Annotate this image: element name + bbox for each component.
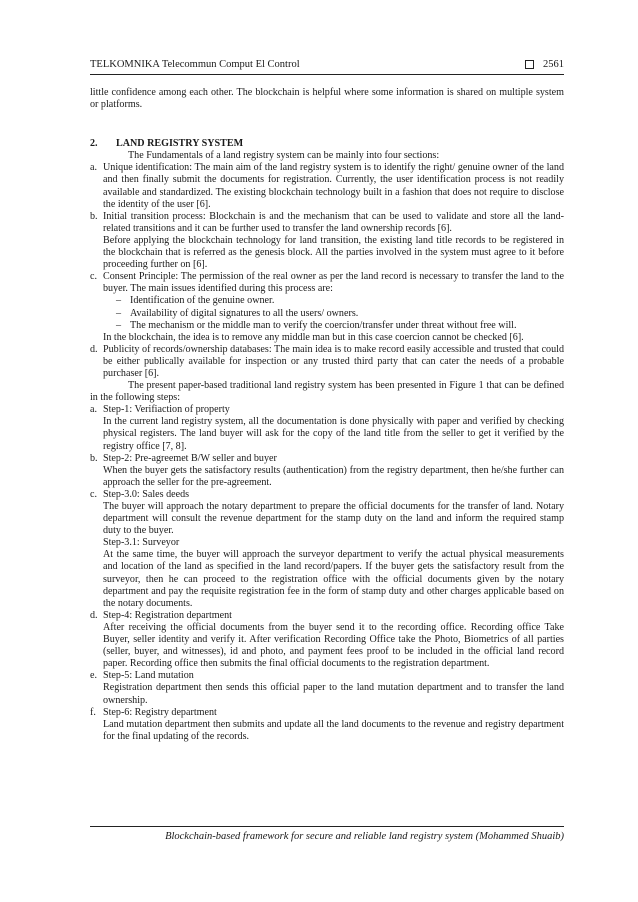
dash-bullet: – (116, 307, 122, 319)
step-text: After receiving the official documents from the buyer send it to the recording office. Recording office Take Buyer, seller identity and verify it. After verification Recording Office take the Photo, Biometrics of all parties (seller, buyer, and witnesses), id and photo, and payment fees proof to be included in the official land record paper. Recording office then submits the final official documents to the registration department. (103, 621, 564, 670)
issue-item (90, 320, 564, 332)
step-text: The buyer will approach the notary department to prepare the official documents for the transfer of land. Notary department will consult the revenue department for the stamp duty on the land and inform the required stamp duty to the buyer. (103, 501, 564, 537)
step-label: f. (90, 706, 96, 718)
step-item (90, 404, 564, 452)
step-subtitle: Step-3.1: Surveyor (103, 537, 180, 549)
step-text: When the buyer gets the satisfactory results (authentication) from the registry department, then he/she further can approach the seller for the pre-agreement. (103, 464, 564, 488)
issue-item (90, 308, 564, 320)
section-lead: The Fundamentals of a land registry system can be mainly into four sections: (128, 150, 440, 162)
list-text: Publicity of records/ownership databases: The main idea is to make record easily accessible and trusted that could be either publically available for inspection or any trusted third party that can cater the needs of a probable purchaser [6]. (103, 343, 564, 379)
running-footer: Blockchain-based framework for secure and reliable land registry system (Mohammed Shuaib) (90, 826, 564, 842)
step-title: Step-3.0: Sales deeds (103, 488, 190, 500)
steps-lead-paragraph: The present paper-based traditional land registry system has been presented in Figure 1 that can be defined in the following steps: (90, 380, 564, 404)
step-label: a. (90, 404, 98, 416)
step-title: Step-1: Verifiaction of property (103, 404, 230, 416)
step-item (90, 453, 564, 489)
intro-paragraph: little confidence among each other. The blockchain is helpful where some information is shared on multiple system or platforms. (90, 87, 564, 111)
page-body (90, 87, 564, 743)
dash-bullet: – (116, 295, 122, 307)
step-label: d. (90, 609, 98, 621)
section-number: 2. (90, 138, 98, 150)
list-label: c. (90, 271, 98, 283)
step-item (90, 489, 564, 610)
list-label: a. (90, 162, 98, 174)
issue-text: The mechanism or the middle man to verify the coercion/transfer under threat without free will. (130, 319, 517, 331)
step-subtext: At the same time, the buyer will approach the surveyor department to verify the actual physical measurements and location of the land as specified in the land record/papers. If the buyer gets the satisfactory result from the surveyor, then he can proceed to the registration office with the official documents given by the notary department and pay the requisite registration fee in the form of stamp duty and other charges applicable based on the notary documents. (103, 549, 564, 609)
step-title: Step-4: Registration department (103, 609, 232, 621)
step-item (90, 610, 564, 670)
list-label: d. (90, 343, 98, 355)
section-heading (90, 138, 564, 150)
running-header (90, 58, 564, 75)
list-item (90, 271, 564, 295)
list-text-continued: Before applying the blockchain technology for land transition, the existing land title records to be registered in the blockchain that is referred as the genesis block. All the parties involved in the system must agree to it before proceeding further on [6]. (103, 234, 564, 271)
list-text: Consent Principle: The permission of the real owner as per the land record is necessary to transfer the land to the buyer. The main issues identified during this process are: (103, 271, 564, 295)
issue-text: Identification of the genuine owner. (130, 295, 275, 307)
list-text: Unique identification: The main aim of the land registry system is to identify the right/ genuine owner of the land and then finally submit the documents for registration. Currently, the user identification process is not readily available and standardized. The existing blockchain technology built in a fashion that does not require to disclose the identity of the user [6]. (103, 162, 564, 210)
list-item (90, 211, 564, 271)
step-label: e. (90, 670, 98, 682)
list-label: b. (90, 210, 98, 222)
list-item (90, 162, 564, 210)
step-label: c. (90, 488, 98, 500)
step-title: Step-6: Registry department (103, 706, 217, 718)
list-item (90, 344, 564, 380)
dash-bullet: – (116, 319, 122, 331)
issue-text: Availability of digital signatures to all the users/ owners. (130, 307, 359, 319)
journal-title: TELKOMNIKA Telecommun Comput El Control (90, 59, 300, 70)
issue-item (90, 295, 564, 307)
step-title: Step-2: Pre-agreemet B/W seller and buyer (103, 452, 277, 464)
step-item (90, 707, 564, 743)
step-text: Registration department then sends this official paper to the land mutation department and to transfer the land ownership. (103, 682, 564, 706)
step-text: Land mutation department then submits and update all the land documents to the revenue and registry department for the final updating of the records. (103, 718, 564, 742)
issues-note: In the blockchain, the idea is to remove any middle man but in this case coercion cannot be checked [6]. (103, 331, 524, 343)
section-title: LAND REGISTRY SYSTEM (116, 138, 244, 150)
step-item (90, 670, 564, 706)
step-text: In the current land registry system, all the documentation is done physically with paper and verified by checking physical registers. The land buyer will ask for the copy of the land title from the seller to get it verified by the registry office [7, 8]. (103, 416, 564, 452)
page-number: 2561 (543, 59, 564, 70)
step-label: b. (90, 452, 98, 464)
list-text: Initial transition process: Blockchain is and the mechanism that can be used to validate and store all the land-related transitions and it can be further used to transfer the land ownership records [6]. (103, 210, 564, 234)
step-title: Step-5: Land mutation (103, 670, 194, 682)
checkbox-square-icon (525, 60, 534, 69)
